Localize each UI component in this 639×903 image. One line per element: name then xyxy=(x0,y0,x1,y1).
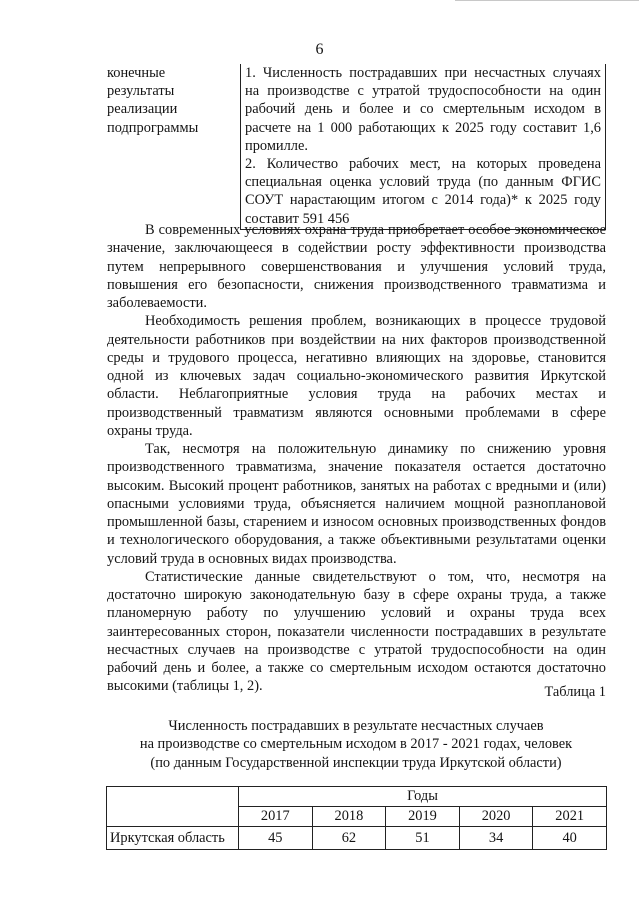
goals-table xyxy=(106,64,606,230)
goal-item-1: 1. Численность пострадавших при несчастных случаях на производстве с утратой трудоспособности на один рабочий день и более и со смертельным исходом в расчете на 1 000 работающих к 2025 году составит 1,6 промилле. xyxy=(245,65,601,154)
value-cell: 51 xyxy=(386,827,460,850)
goals-label-cell xyxy=(106,64,241,229)
years-header: Годы xyxy=(239,787,607,807)
goals-label-line: реализации xyxy=(107,101,178,118)
table-label: Таблица 1 xyxy=(544,684,606,700)
table-title-line: (по данным Государственной инспекции труда Иркутской области) xyxy=(150,754,562,771)
top-rule xyxy=(455,0,639,1)
value-cell: 45 xyxy=(239,827,313,850)
paragraph: Статистические данные свидетельствуют о том, что, несмотря на достаточно широкую законодательную базу в сфере охраны труда, а также планомерную работу по улучшению условий и охраны труда всех заинтересованных сторон, показатели численности пострадавших в результате несчастных случаев на производстве с утратой трудоспособности на один рабочий день и более, а также со смертельным исходом остаются достаточно высокими (таблицы 1, 2). xyxy=(107,568,606,695)
value-cell: 62 xyxy=(312,827,386,850)
body-text xyxy=(107,221,606,696)
table-title-line: на производстве со смертельным исходом в 2017 - 2021 годах, человек xyxy=(139,736,573,753)
paragraph: Так, несмотря на положительную динамику по снижению уровня производственного травматизма, значение показателя остается достаточно высоким. Высокий процент работников, занятых на работах с вредными и (или) опасными условиями труда, объясняется наличием мощной разноплановой промышленной базы, старением и износом основных производственных фондов и технологического оборудования, а также объективными результатами оценки условий труда в основных видах производства. xyxy=(107,441,606,567)
paragraph: Необходимость решения проблем, возникающих в процессе трудовой деятельности работников при воздействии на них факторов производственной среды и трудового процесса, негативно влияющих на здоровье, становится одной из ключевых задач социально-экономического развития Иркутской области. Неблагоприятные условия труда на рабочих местах и производственный травматизм являются основными проблемами в сфере охраны труда. xyxy=(107,313,606,439)
year-header: 2018 xyxy=(312,807,386,827)
goals-label-line: результаты xyxy=(107,83,175,100)
value-cell: 34 xyxy=(459,827,533,850)
value-cell: 40 xyxy=(533,827,607,850)
paragraph: В современных условиях охрана труда приобретает особое экономическое значение, заключающееся в содействии росту эффективности производства путем непрерывного совершенствования и улучшения условий труда, повышения его безопасности, снижения производственного травматизма и заболеваемости. xyxy=(107,222,606,311)
goal-item-2: 2. Количество рабочих мест, на которых проведена специальная оценка условий труда (по данным ФГИС СОУТ нарастающим итогом с 2014 года)* к 2025 году составит 591 456 xyxy=(245,156,601,227)
year-header: 2017 xyxy=(239,807,313,827)
year-header: 2020 xyxy=(459,807,533,827)
year-header: 2021 xyxy=(533,807,607,827)
table-title xyxy=(100,717,612,772)
goals-content-cell xyxy=(241,64,606,229)
goals-label-line: подпрограммы xyxy=(107,119,199,136)
year-header: 2019 xyxy=(386,807,460,827)
region-header-cell xyxy=(107,787,239,827)
goals-label-line: конечные xyxy=(107,65,166,81)
page-number: 6 xyxy=(315,41,324,58)
table-title-line: Численность пострадавших в результате несчастных случаев xyxy=(168,718,544,734)
region-label: Иркутская область xyxy=(107,827,239,850)
stats-table xyxy=(106,786,607,850)
